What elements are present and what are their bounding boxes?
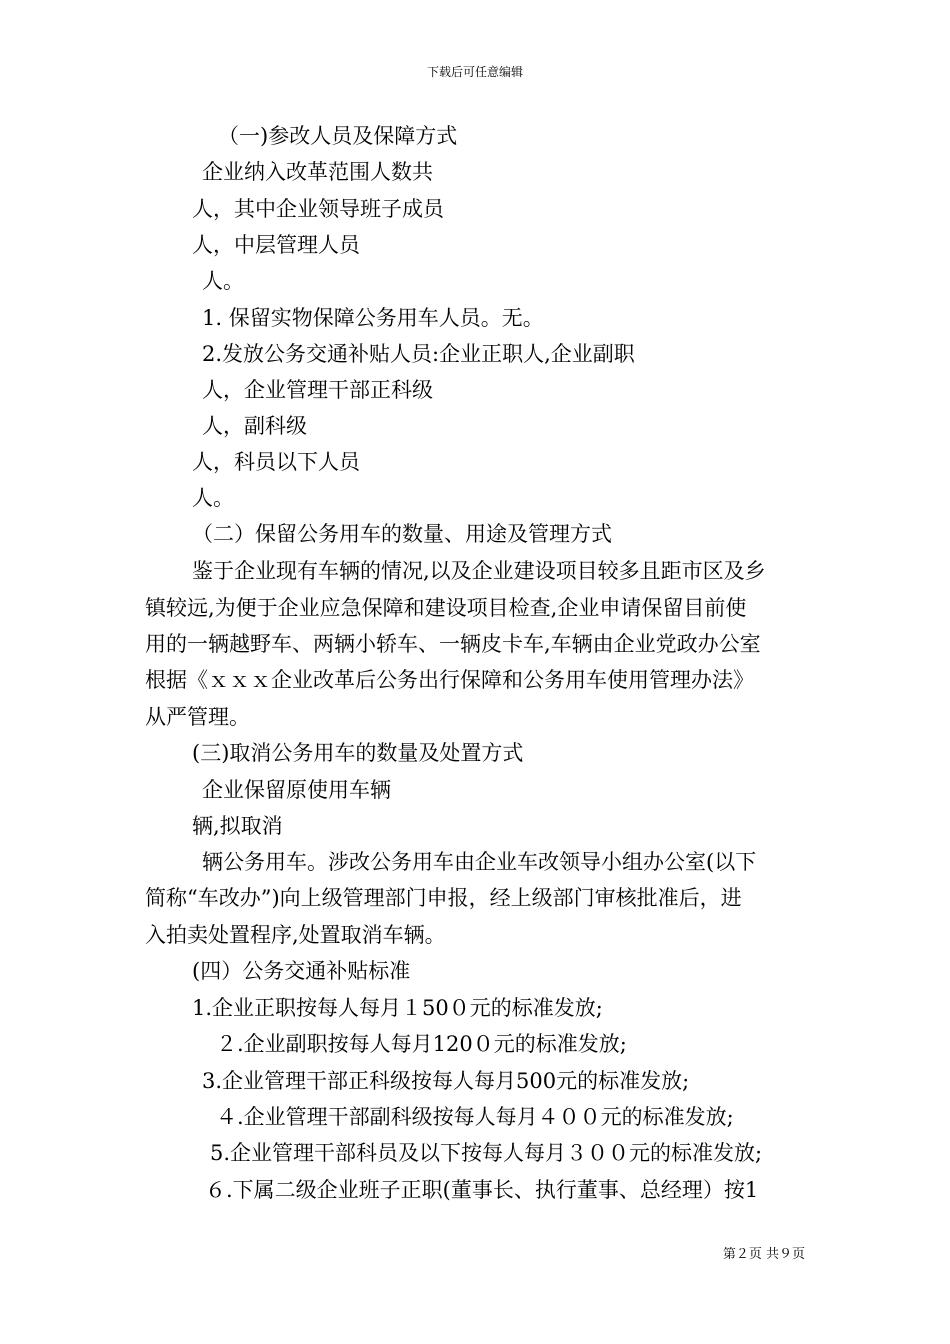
body-line: 企业纳入改革范围人数共 bbox=[202, 160, 433, 184]
body-line: 人。 bbox=[202, 269, 244, 293]
body-line: 人，副科级 bbox=[202, 414, 307, 438]
list-item: ２.企业副职按每人每月120０元的标准发放; bbox=[216, 1032, 627, 1056]
list-item: 1.企业正职按每人每月１50０元的标准发放; bbox=[192, 996, 603, 1020]
paragraph-line: 简称“车改办”)向上级管理部门申报，经上级部门审核批准后，进 bbox=[145, 886, 742, 910]
paragraph-line: 从严管理。 bbox=[145, 705, 250, 729]
section-heading-2: （二）保留公务用车的数量、用途及管理方式 bbox=[192, 522, 612, 546]
section-heading-1: （一)参改人员及保障方式 bbox=[218, 124, 458, 148]
body-line: 2.发放公务交通补贴人员:企业正职人,企业副职 bbox=[202, 342, 635, 366]
list-item: 5.企业管理干部科员及以下按每人每月３００元的标准发放; bbox=[210, 1141, 763, 1165]
paragraph-line: 镇较远,为便于企业应急保障和建设项目检查,企业申请保留目前使 bbox=[145, 596, 747, 620]
list-item: ４.企业管理干部副科级按每人每月４００元的标准发放; bbox=[216, 1105, 734, 1129]
body-line: 人，其中企业领导班子成员 bbox=[192, 197, 444, 221]
body-line: 企业保留原使用车辆 bbox=[202, 778, 391, 802]
body-line: 人。 bbox=[192, 486, 234, 510]
body-line: 1. 保留实物保障公务用车人员。无。 bbox=[202, 306, 544, 330]
body-line: 人，科员以下人员 bbox=[192, 450, 360, 474]
section-heading-3: (三)取消公务用车的数量及处置方式 bbox=[192, 741, 524, 765]
page-number-footer: 第２页 共９页 bbox=[722, 1247, 805, 1262]
body-line: 人，企业管理干部正科级 bbox=[202, 378, 433, 402]
paragraph-line: 辆公务用车。涉改公务用车由企业车改领导小组办公室(以下 bbox=[202, 850, 757, 874]
page-header: 下载后可任意编辑 bbox=[426, 65, 523, 79]
paragraph-line: 入拍卖处置程序,处置取消车辆。 bbox=[145, 923, 446, 947]
list-item: ６.下属二级企业班子正职(董事长、执行董事、总经理）按1 bbox=[205, 1178, 759, 1202]
paragraph-line: 鉴于企业现有车辆的情况,以及企业建设项目较多且距市区及乡 bbox=[192, 559, 766, 583]
paragraph-line: 用的一辆越野车、两辆小轿车、一辆皮卡车,车辆由企业党政办公室 bbox=[145, 632, 761, 656]
list-item: 3.企业管理干部正科级按每人每月500元的标准发放; bbox=[202, 1069, 690, 1093]
section-heading-4: (四）公务交通补贴标准 bbox=[192, 959, 411, 983]
body-line: 辆,拟取消 bbox=[192, 814, 283, 838]
paragraph-line: 根据《ｘｘｘ企业改革后公务出行保障和公务用车使用管理办法》 bbox=[145, 668, 754, 692]
body-line: 人，中层管理人员 bbox=[192, 233, 360, 257]
